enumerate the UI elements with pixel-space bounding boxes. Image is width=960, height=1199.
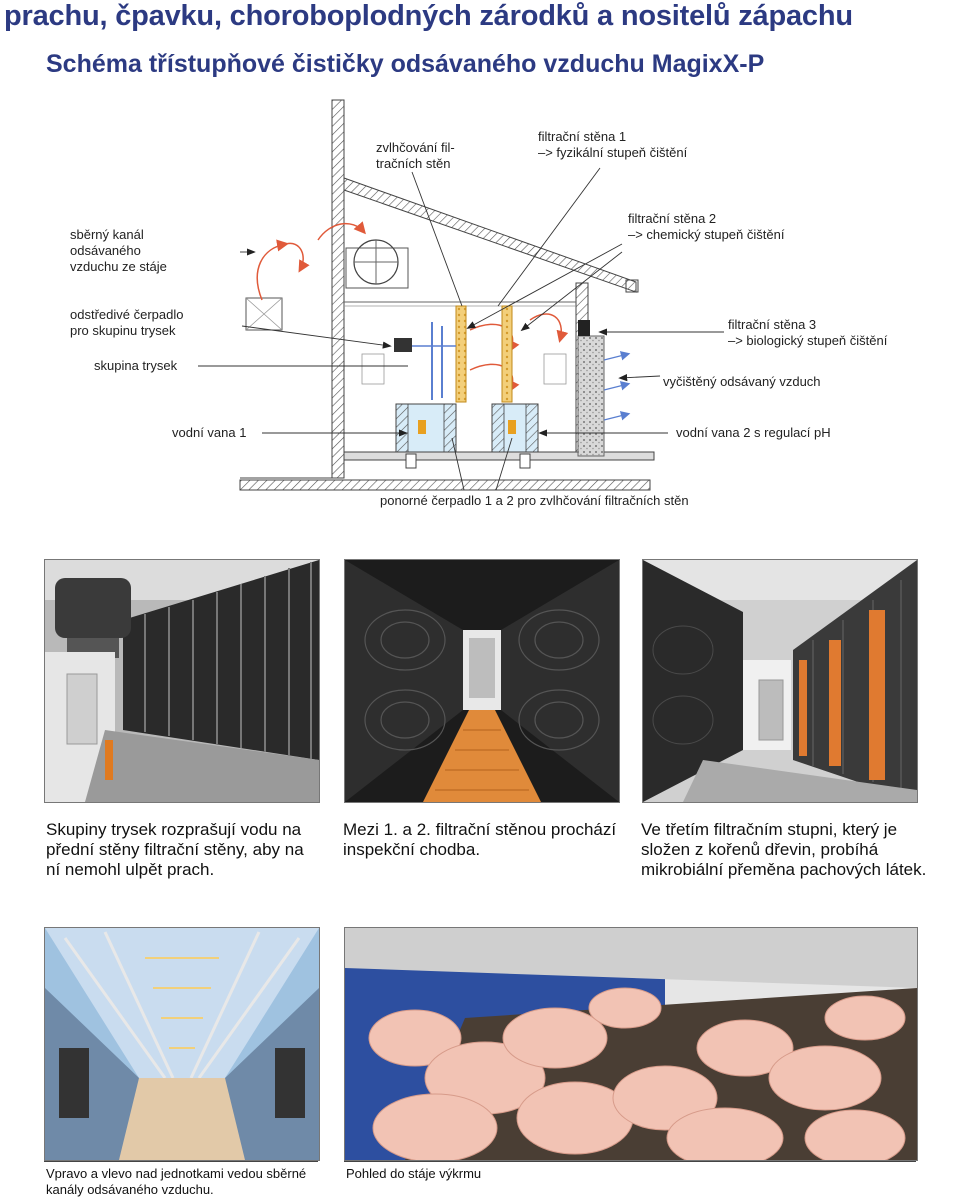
label-humidification-line2: tračních stěn <box>376 156 451 171</box>
caption-third-stage-line3: mikrobiální přeměna pachových látek. <box>641 860 927 879</box>
label-water-tank-1: vodní vana 1 <box>172 425 247 440</box>
label-filter-wall-1-line1: filtrační stěna 1 <box>538 129 627 144</box>
diagram-title: Schéma třístupňové čističky odsávaného vzduchu MagixX-P <box>46 50 765 78</box>
caption-exhaust-channels <box>46 1166 336 1198</box>
label-filter-wall-3-line1: filtrační stěna 3 <box>728 317 817 332</box>
filter-wall-1 <box>456 306 466 402</box>
label-collection-channel-line1: sběrný kanál <box>70 227 144 242</box>
label-filter-wall-2-line2: –> chemický stupeň čištění <box>628 227 785 242</box>
photo-nozzle-groups <box>44 559 320 803</box>
label-nozzle-group: skupina trysek <box>94 358 178 373</box>
caption-rule-fattening-stable <box>344 1161 916 1162</box>
filter-wall-2 <box>502 306 512 402</box>
page-headline: prachu, čpavku, choroboplodných zárodků a nositelů zápachu <box>4 0 853 32</box>
label-humidification-line1: zvlhčování fil- <box>376 140 455 155</box>
photo-exhaust-channels <box>44 927 320 1161</box>
centrifugal-pump <box>394 338 412 352</box>
label-filter-wall-2 <box>628 211 784 243</box>
caption-rule-exhaust-channels <box>44 1161 318 1162</box>
caption-exhaust-channels-line1: Vpravo a vlevo nad jednotkami vedou sběrné <box>46 1166 307 1181</box>
label-water-tank-2: vodní vana 2 s regulací pH <box>676 425 831 440</box>
caption-third-stage-line1: Ve třetím filtračním stupni, který je <box>641 820 898 839</box>
caption-third-stage-line2: složen z kořenů dřevin, probíhá <box>641 840 879 859</box>
left-wall <box>332 100 344 478</box>
label-cleaned-air: vyčištěný odsávaný vzduch <box>663 374 821 389</box>
label-centrifugal-pump-line2: pro skupinu trysek <box>70 323 176 338</box>
label-centrifugal-pump <box>70 307 183 339</box>
caption-nozzle-groups-line3: ní nemohl ulpět prach. <box>46 860 215 879</box>
caption-nozzle-groups-line2: přední stěny filtrační stěny, aby na <box>46 840 304 859</box>
label-filter-wall-2-line1: filtrační stěna 2 <box>628 211 717 226</box>
label-collection-channel <box>70 227 167 275</box>
caption-inspection-corridor-line2: inspekční chodba. <box>343 840 481 859</box>
caption-nozzle-groups-line1: Skupiny trysek rozprašují vodu na <box>46 820 302 839</box>
label-filter-wall-3-line2: –> biologický stupeň čištění <box>728 333 888 348</box>
label-filter-wall-3 <box>728 317 887 349</box>
label-humidification <box>376 140 455 172</box>
label-filter-wall-1 <box>538 129 687 161</box>
label-centrifugal-pump-line1: odstředivé čerpadlo <box>70 307 184 322</box>
caption-exhaust-channels-line2: kanály odsávaného vzduchu. <box>46 1182 214 1197</box>
caption-fattening-stable: Pohled do stáje výkrmu <box>346 1166 482 1181</box>
caption-inspection-corridor-line1: Mezi 1. a 2. filtrační stěnou prochází <box>343 820 617 839</box>
caption-nozzle-groups <box>46 820 336 880</box>
filter-wall-3 <box>578 336 604 456</box>
label-filter-wall-1-line2: –> fyzikální stupeň čištění <box>538 145 688 160</box>
floor-slab <box>344 452 654 460</box>
photo-third-stage <box>642 559 918 803</box>
caption-third-stage <box>641 820 951 880</box>
photo-fattening-stable <box>344 927 918 1161</box>
photo-inspection-corridor <box>344 559 620 803</box>
label-collection-channel-line2: odsávaného <box>70 243 141 258</box>
caption-inspection-corridor <box>343 820 638 860</box>
label-collection-channel-line3: vzduchu ze stáje <box>70 259 167 274</box>
label-submersible-pumps: ponorné čerpadlo 1 a 2 pro zvlhčování filtračních stěn <box>380 493 689 508</box>
